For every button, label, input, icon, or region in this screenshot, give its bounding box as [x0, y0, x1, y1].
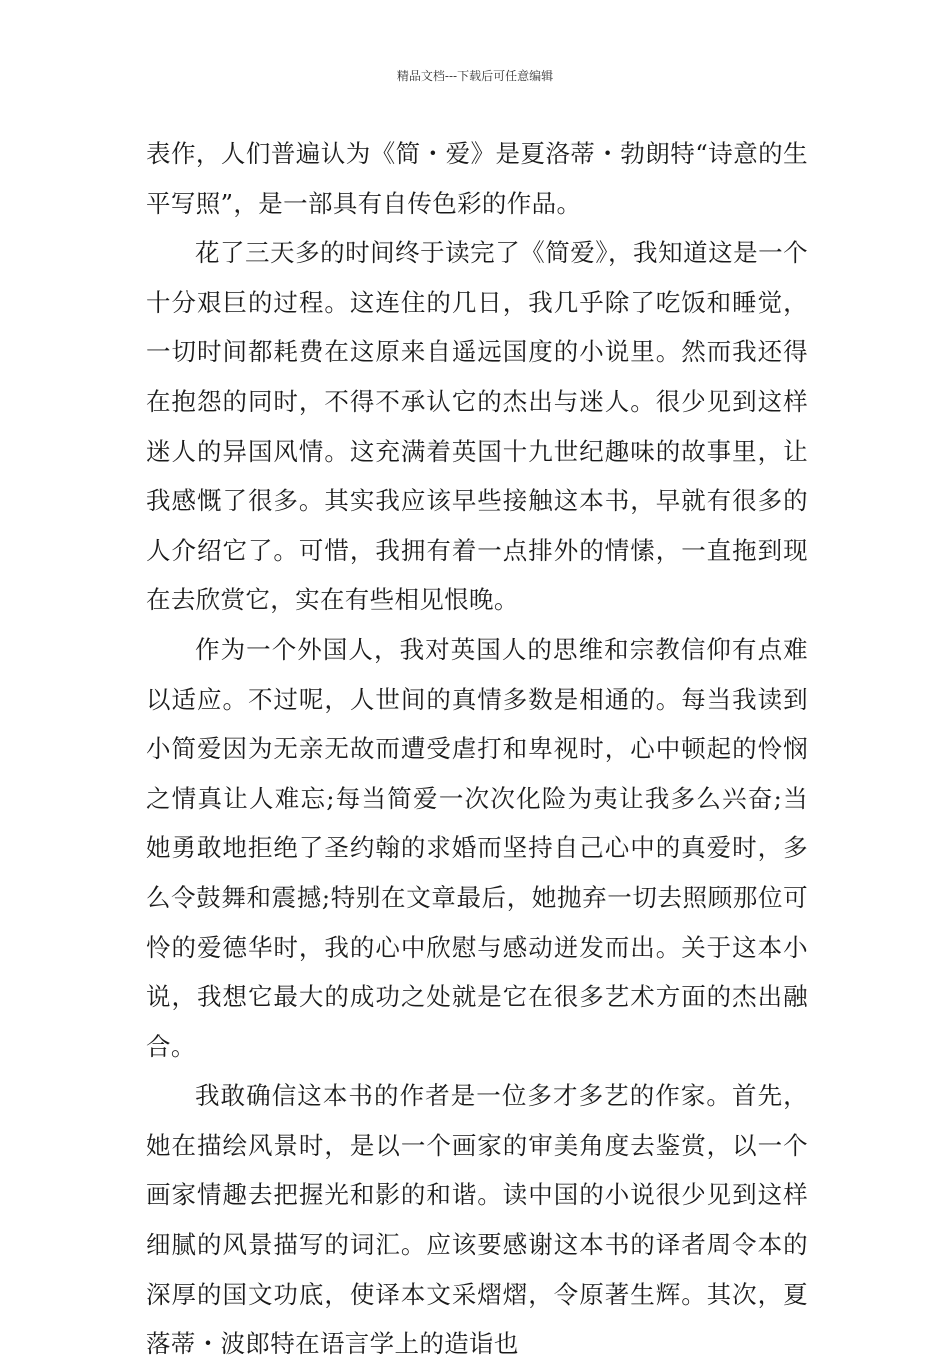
paragraph-1: 表作，人们普遍认为《简・爱》是夏洛蒂・勃朗特“诗意的生平写照”，是一部具有自传色彩的作品。 — [146, 139, 808, 218]
paragraph-3: 作为一个外国人，我对英国人的思维和宗教信仰有点难以适应。不过呢，人世间的真情多数是相通的。每当我读到小简爱因为无亲无故而遭受虐打和卑视时，心中顿起的怜悯之情真让人难忘;每当简爱一次次化险为夷让我多么兴奋;当她勇敢地拒绝了圣约翰的求婚而坚持自己心中的真爱时，多么令鼓舞和震撼;特别在文章最后，她抛弃一切去照顾那位可怜的爱德华时，我的心中欣慰与感动迸发而出。关于这本小说，我想它最大的成功之处就是它在很多艺术方面的杰出融合。 — [146, 634, 808, 1061]
page-header: 精品文档---下载后可任意编辑 — [396, 69, 554, 83]
document-body — [146, 129, 808, 1369]
paragraph-4: 我敢确信这本书的作者是一位多才多艺的作家。首先，她在描绘风景时，是以一个画家的审美角度去鉴赏，以一个画家情趣去把握光和影的和谐。读中国的小说很少见到这样细腻的风景描写的词汇。应该要感谢这本书的译者周令本的深厚的国文功底，使译本文采熠熠，令原著生辉。其次，夏落蒂・波郎特在语言学上的造诣也 — [146, 1081, 808, 1359]
paragraph-2: 花了三天多的时间终于读完了《简爱》，我知道这是一个十分艰巨的过程。这连住的几日，我几乎除了吃饭和睡觉，一切时间都耗费在这原来自遥远国度的小说里。然而我还得在抱怨的同时，不得不承认它的杰出与迷人。很少见到这样迷人的异国风情。这充满着英国十九世纪趣味的故事里，让我感慨了很多。其实我应该早些接触这本书，早就有很多的人介绍它了。可惜，我拥有着一点排外的情愫，一直拖到现在去欣赏它，实在有些相见恨晚。 — [146, 238, 808, 615]
